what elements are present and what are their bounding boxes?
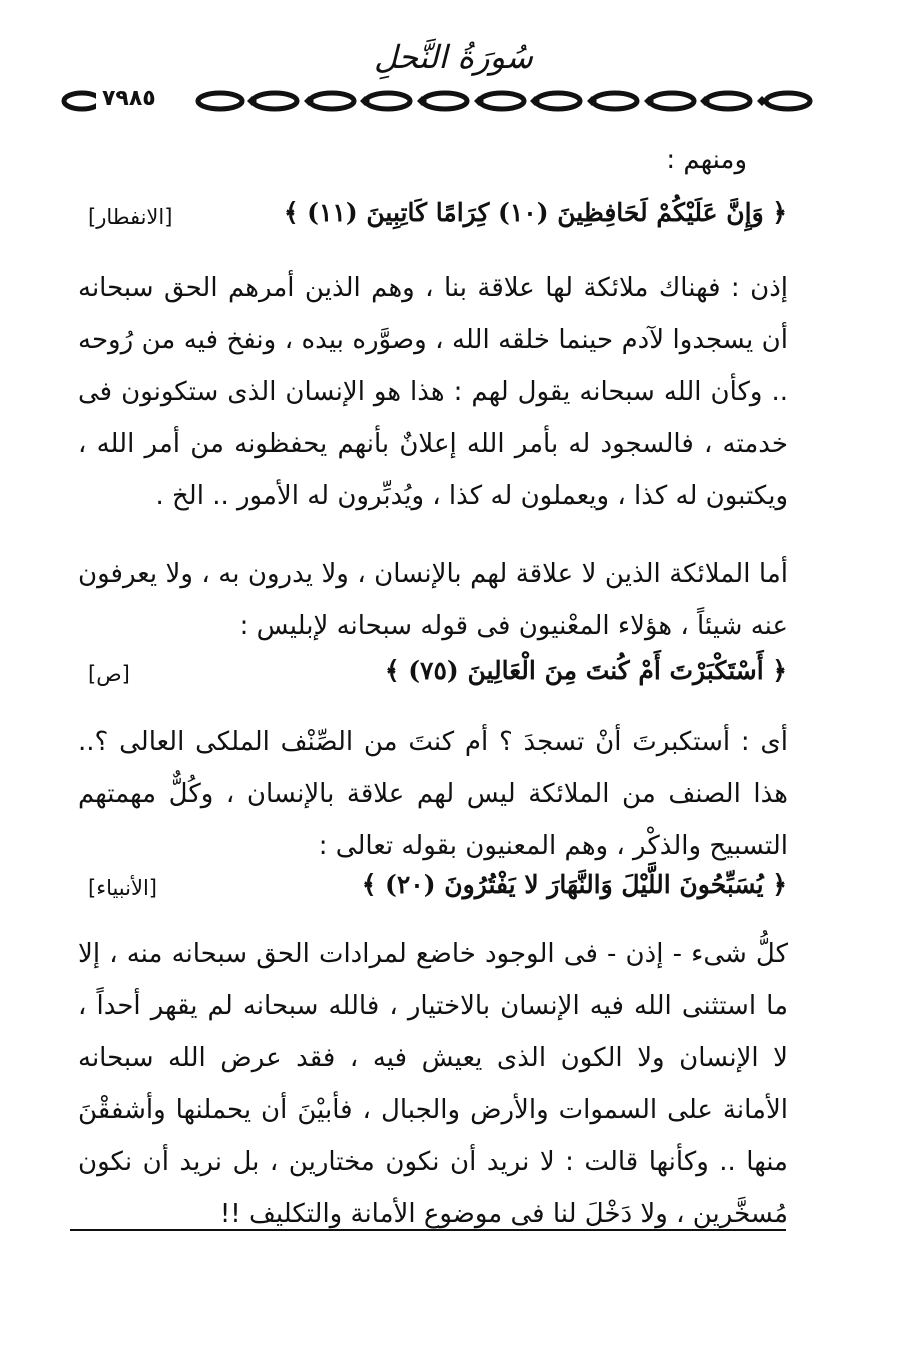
surah-reference: [الأنبياء] xyxy=(88,876,157,900)
paragraph-text: كلُّ شىء - إذن - فى الوجود خاضع لمرادات الحق سبحانه منه ، إلا ما استثنى الله فيه الإنسان بالاختيار ، فالله سبحانه لم يقهر أحداً ، لا الإنسان ولا الكون الذى يعيش فيه ، فقد عرض الله سبحانه الأمانة على السموات والأرض والجبال ، فأبيْنَ أن يحملنها وأشفقْنَ منها .. وكأنها قالت : لا نريد أن نكون مختارين ، بل نريد أن نكون مُسخَّرين ، ولا دَخْلَ لنا فى موضوع الأمانة والتكليف !! xyxy=(78,939,788,1229)
page-number: ٧٩٨٥ xyxy=(96,84,162,114)
paragraph xyxy=(78,262,788,522)
paragraph xyxy=(78,716,788,872)
footer-rule xyxy=(70,1229,786,1231)
paragraph xyxy=(78,928,788,1240)
quran-verse: ﴿ أَسْتَكْبَرْتَ أَمْ كُنتَ مِنَ الْعَالِينَ (٧٥) ﴾ xyxy=(384,656,787,685)
paragraph-text: أى : أستكبرتَ أنْ تسجدَ ؟ أم كنتَ من الصِّنْف الملكى العالى ؟.. هذا الصنف من الملائكة ليس لهم علاقة بالإنسان ، وكُلٌّ مهمتهم التسبيح والذكْر ، وهم المعنيون بقوله تعالى : xyxy=(78,727,788,861)
paragraph-text: أما الملائكة الذين لا علاقة لهم بالإنسان ، ولا يدرون به ، ولا يعرفون عنه شيئاً ، هؤلاء المعْنيون فى قوله سبحانه لإبليس : xyxy=(78,559,788,641)
surah-title: سُورَةُ النَّحلِ xyxy=(374,38,533,76)
quran-verse: ﴿ يُسَبِّحُونَ اللَّيْلَ وَالنَّهَارَ لا يَفْتُرُونَ (٢٠) ﴾ xyxy=(361,870,787,899)
intro-text: ومنهم : xyxy=(666,145,747,175)
paragraph-text: إذن : فهناك ملائكة لها علاقة بنا ، وهم الذين أمرهم الحق سبحانه أن يسجدوا لآدم حينما خلقه الله ، وصوَّره بيده ، ونفخ فيه من رُوحه .. وكأن الله سبحانه يقول لهم : هذا هو الإنسان الذى ستكونون فى خدمته ، فالسجود له بأمر الله إعلانٌ بأنهم يحفظونه من أمر الله ، ويكتبون له كذا ، ويعملون له كذا ، ويُدبِّرون له الأمور .. الخ . xyxy=(78,273,788,511)
decorative-border xyxy=(60,86,815,116)
surah-reference: [الانفطار] xyxy=(88,205,173,229)
quran-verse: ﴿ وَإِنَّ عَلَيْكُمْ لَحَافِظِينَ (١٠) كِرَامًا كَاتِبِينَ (١١) ﴾ xyxy=(283,198,787,227)
surah-reference: [ص] xyxy=(88,662,130,686)
paragraph xyxy=(78,548,788,652)
